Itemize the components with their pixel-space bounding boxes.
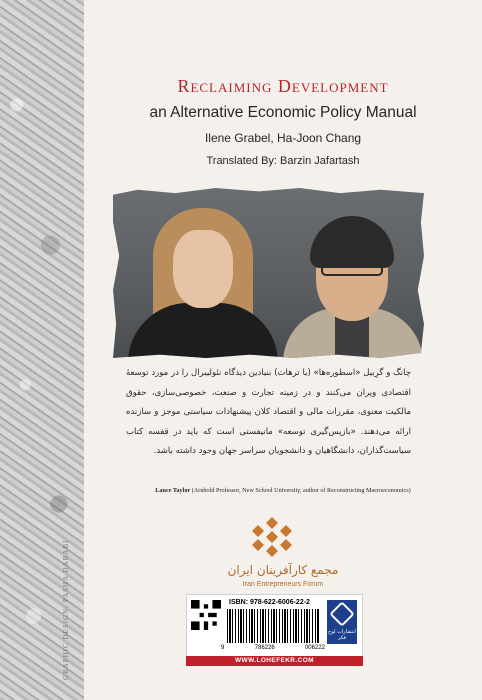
publisher-name-fa: مجمع کارآفرینان ایران: [227, 563, 339, 577]
barcode-icon: [227, 609, 319, 643]
endorsement-attribution: [84, 487, 482, 494]
barcode-digit-group: 006222: [304, 645, 325, 651]
publisher-mark-icon: [329, 601, 354, 626]
isbn-number: ISBN: 978-622-6006-22-2: [229, 599, 310, 606]
barcode-digit-group: 9: [221, 645, 225, 651]
publisher-name-en: Iran Entrepreneurs Forum: [242, 581, 324, 588]
barcode-panel: [186, 594, 363, 658]
publisher-imprint: انتشارات لوح فکر: [328, 629, 356, 641]
design-credit: GRAPHIC DESIGN: PASHA DARABI: [62, 539, 70, 680]
endorser-detail: (Arnhold Professor, New School University, author of Reconstructing Macroeconomics): [191, 487, 411, 494]
marble-spine-texture: [0, 0, 84, 700]
book-subtitle: an Alternative Economic Policy Manual: [149, 104, 417, 121]
barcode-digit-group: 786226: [254, 645, 275, 651]
endorsement-blurb: چانگ و گرِبیل «اسطوره‌ها» (یا ترهات) بنیادین دیدگاه نئولیبرال را در مورد توسعهٔ اقتصادی ویران می‌کنند و در زمینه تجارت و صنعت، خصوصی‌سازی، حقوق مالکیت معنوی، مقررات مالی و اقتصاد کلان پیشنهادات سیاستی موجز و سازنده ارائه می‌دهند. «بازپس‌گیری توسعه» مانیفستی است که باید در قفسه کتاب سیاست‌گذاران، دانشگاهیان و دانشجویان سراسر جهان وجود داشته باشد.: [126, 368, 411, 456]
book-authors: Ilene Grabel, Ha-Joon Chang: [204, 131, 362, 145]
author-body: [128, 303, 278, 358]
author-hair: [310, 216, 394, 268]
authors-photo: [113, 188, 424, 358]
endorser-name: Lance Taylor: [155, 487, 191, 494]
book-title: Reclaiming Development: [177, 76, 389, 96]
publisher-badge: [327, 600, 357, 644]
barcode-digits: [221, 645, 325, 651]
publisher-website[interactable]: WWW.LOHEFEKR.COM: [186, 656, 363, 666]
author-face: [173, 230, 233, 308]
glasses: [321, 264, 383, 276]
qr-code-icon: [191, 600, 221, 630]
geometric-chevron-logo-icon: [250, 515, 294, 559]
translator-credit: Translated By: Barzin Jafartash: [206, 155, 360, 167]
